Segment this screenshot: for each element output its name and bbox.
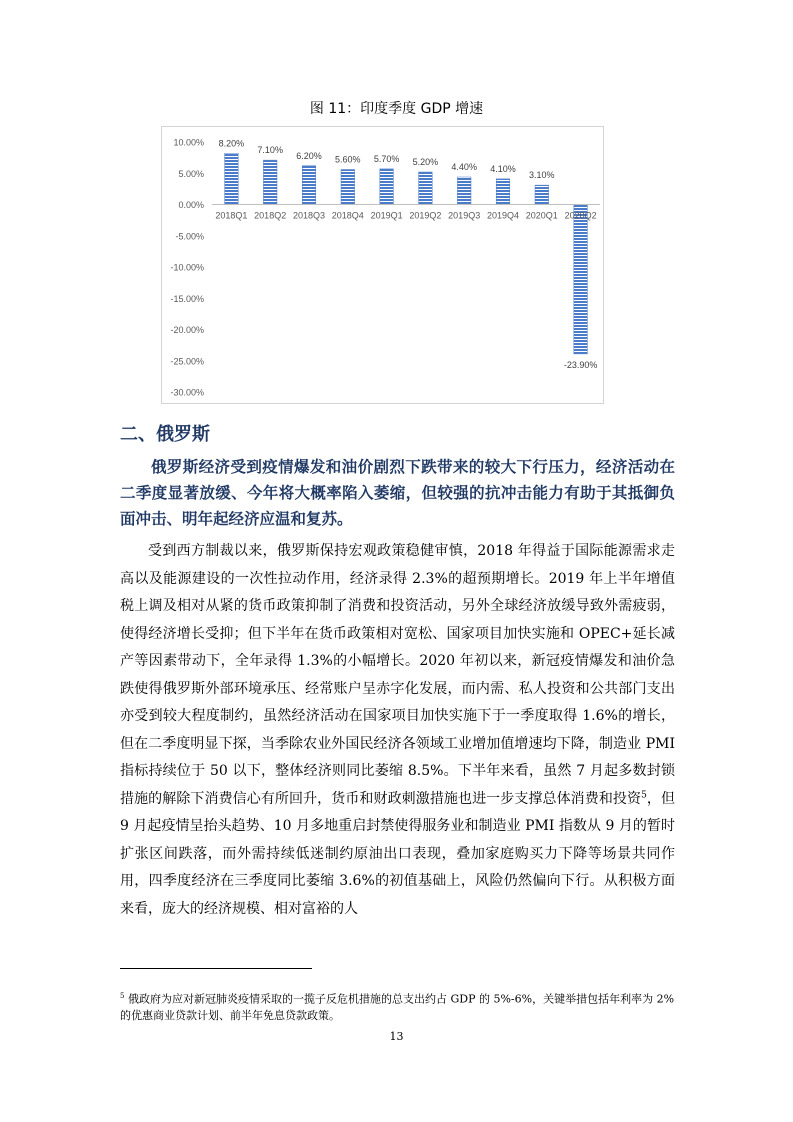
data-label: 4.10% — [490, 163, 516, 174]
y-tick-label: -5.00% — [175, 231, 204, 242]
data-label: 4.40% — [451, 162, 477, 172]
y-tick-label: -20.00% — [170, 325, 204, 335]
footnote-number: 5 — [120, 992, 125, 1000]
x-tick-label: 2019Q4 — [486, 210, 520, 221]
y-tick-label: -30.00% — [170, 387, 204, 398]
body-text-part-1: 受到西方制裁以来，俄罗斯保持宏观政策稳健审慎，2018 年得益于国际能源需求走高以及能源建设的一次性拉动作用，经济录得 2.3%的超预期增长。2019 年上半年增值税上调及相对从紧的货币政策抑制了消费和投资活动，另外全球经济放缓导致外需疲弱，使得经济增长受抑；但下半年在货币政策相对宽松、国家项目加快实施和 OPEC+延长减产等因素带动下，全年录得 1.3%的小幅增长。2020 年初以来，新冠疫情爆发和油价急跌使得俄罗斯外部环境承压、经常账户呈赤字化发展，而内需、私人投资和公共部门支出亦受到较大程度制约，虽然经济活动在国家项目加快实施下于一季度取得 1.6%的增长，但在二季度明显下探，当季除农业外国民经济各领域工业增加值增速均下降，制造业 PMI 指标持续位于 50 以下，整体经济则同比萎缩 8.5%。下半年来看，虽然 7 月起多数封锁措施的解除下消费信心有所回升，货币和财政刺激措施也进一步支撑总体消费和投资 — [120, 543, 675, 807]
footnote-ref[interactable]: 5 — [641, 789, 647, 800]
data-label: 3.10% — [529, 170, 555, 181]
data-label: 6.20% — [296, 150, 322, 161]
data-label: 5.60% — [335, 154, 361, 165]
data-label: 7.10% — [257, 145, 283, 156]
footnote — [120, 988, 675, 1024]
bar-2018Q4 — [341, 170, 355, 205]
data-label: 5.20% — [412, 157, 439, 167]
body-text-part-2: ，但 9 月起疫情呈抬头趋势、10 月多地重启封禁使得服务业和制造业 PMI 指数从 9 月的暂时扩张区间跌落，而外需持续低迷制约原油出口表现，叠加家庭购买力下降等场景共同作用，四季度经济在三季度同比萎缩 3.6%的初值基础上，风险仍然偏向下行。从积极方面来看，庞大的经济规模、相对富裕的人 — [120, 790, 676, 917]
figure-caption: 图 11：印度季度 GDP 增速 — [309, 101, 484, 117]
x-tick-label: 2019Q3 — [448, 210, 481, 221]
x-tick-label: 2019Q2 — [409, 210, 442, 221]
bar-2018Q2 — [263, 160, 277, 204]
section-title: 二、俄罗斯 — [120, 424, 210, 445]
footnote-divider — [120, 968, 312, 969]
bar-2019Q1 — [380, 169, 394, 205]
y-tick-label: 5.00% — [178, 168, 204, 179]
x-tick-label: 2018Q2 — [254, 210, 287, 221]
page-number: 13 — [389, 1030, 404, 1043]
india-gdp-chart — [161, 126, 604, 404]
bar-2019Q2 — [419, 172, 433, 205]
x-tick-label: 2019Q1 — [370, 210, 403, 221]
data-label: 8.20% — [218, 138, 245, 149]
data-label: -23.90% — [563, 359, 598, 370]
y-tick-label: -25.00% — [170, 356, 204, 367]
bar-2020Q2 — [574, 205, 588, 354]
bar-2018Q1 — [225, 153, 239, 204]
bar-2019Q4 — [496, 179, 510, 205]
x-tick-label: 2020Q1 — [525, 210, 558, 221]
bar-2020Q1 — [535, 185, 549, 204]
bar-2018Q3 — [302, 166, 316, 205]
data-label: 5.70% — [373, 153, 400, 164]
y-tick-label: 0.00% — [178, 200, 204, 210]
footnote-text: 俄政府为应对新冠肺炎疫情采取的一揽子反危机措施的总支出约占 GDP 的 5%-6%，关键举措包括年利率为 2%的优惠商业贷款计划、前半年免息贷款政策。 — [120, 992, 675, 1022]
x-tick-label: 2018Q3 — [292, 210, 326, 221]
y-tick-label: 10.00% — [173, 137, 204, 148]
x-tick-label: 2020Q2 — [564, 210, 597, 221]
bar-2019Q3 — [457, 177, 471, 205]
y-tick-label: -15.00% — [170, 293, 204, 304]
x-tick-label: 2018Q4 — [331, 210, 364, 221]
section-lead: 俄罗斯经济受到疫情爆发和油价剧烈下跌带来的较大下行压力，经济活动在二季度显著放缓、今年将大概率陷入萎缩，但较强的抗冲击能力有助于其抵御负面冲击、明年起经济应温和复苏。 — [120, 458, 675, 528]
y-tick-label: -10.00% — [170, 262, 204, 273]
body-paragraph — [120, 538, 675, 923]
x-tick-label: 2018Q1 — [215, 210, 248, 221]
chart-svg — [162, 127, 605, 405]
